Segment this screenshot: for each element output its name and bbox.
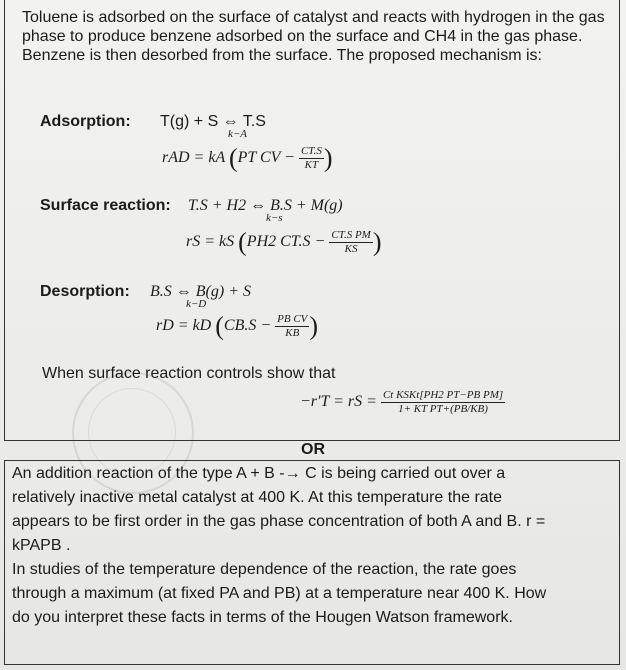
- desorption-reaction: B.S ⇔ B(g) + S: [150, 283, 251, 300]
- line-3: appears to be first order in the gas phase concentration of both A and B. r =: [12, 513, 546, 530]
- desorption-rate-equation: rD = kD (CB.S − $\frac{\text{PB CV}}{KB}$ ): [156, 311, 319, 341]
- line-4: kPAPB .: [12, 537, 71, 554]
- surface-frac-den: KS: [344, 242, 358, 255]
- desorption-frac-num: PB CV: [277, 312, 308, 325]
- surface-rate-lhs: rS = kS: [186, 233, 235, 250]
- line-7: do you interpret these facts in terms of the Hougen Watson framework.: [12, 609, 513, 626]
- result-lhs: −r′T = rS =: [300, 393, 377, 410]
- intro-paragraph: Toluene is adsorbed on the surface of catalyst and reacts with hydrogen in the gas phase to produce benzene adsorbed on the surface and CH4 in the gas phase. Benzene is then desorbed from the surface. The proposed mechanism is:: [22, 9, 605, 64]
- adsorption-rate-lhs: rAD = kA: [162, 149, 225, 166]
- desorption-reverse-constant: k−D: [186, 298, 207, 310]
- adsorption-frac-den: KT: [304, 158, 319, 171]
- question-text: When surface reaction controls show that: [42, 365, 336, 382]
- result-den: 1+ KT PT+(PB/KB): [398, 402, 488, 415]
- desorption-frac-den: KB: [285, 326, 300, 339]
- surface-reaction-label: Surface reaction:: [40, 197, 171, 214]
- desorption-label: Desorption:: [40, 283, 130, 300]
- surface-reaction-reaction: T.S + H2 ⇔ B.S + M(g): [188, 197, 343, 214]
- adsorption-rate-equation: rAD = kA (PT CV − $\frac{CT.S}{KT}$ ): [162, 143, 333, 173]
- desorption-rate-inside: CB.S −: [223, 317, 272, 334]
- line-2: relatively inactive metal catalyst at 400 K. At this temperature the rate: [12, 489, 503, 506]
- adsorption-reverse-constant: k−A: [228, 128, 248, 140]
- adsorption-label: Adsorption:: [40, 113, 131, 130]
- line-6: through a maximum (at fixed PA and PB) at a temperature near 400 K. How: [12, 585, 547, 602]
- adsorption-frac-num: CT.S: [300, 144, 322, 157]
- result-equation: [300, 384, 505, 420]
- surface-rate-equation: rS = kS (PH2 CT.S − $\frac{\text{CT.S PM}}{KS}$ ): [186, 227, 382, 257]
- surface-reaction-reverse-constant: k−s: [266, 212, 283, 224]
- line-1: An addition reaction of the type A + B -→ C is being carried out over a: [12, 465, 506, 482]
- or-separator: OR: [301, 441, 325, 458]
- adsorption-rate-inside: PT CV −: [237, 149, 295, 166]
- surface-rate-inside: PH2 CT.S −: [246, 233, 326, 250]
- desorption-rate-lhs: rD = kD: [156, 317, 212, 334]
- adsorption-reaction: T(g) + S ⇔ T.S: [160, 113, 266, 130]
- line-5: In studies of the temperature dependence of the reaction, the rate goes: [12, 561, 517, 578]
- surface-frac-num: CT.S PM: [331, 228, 371, 241]
- result-num: Ct KSKt[PH2 PT−PB PM]: [382, 388, 504, 401]
